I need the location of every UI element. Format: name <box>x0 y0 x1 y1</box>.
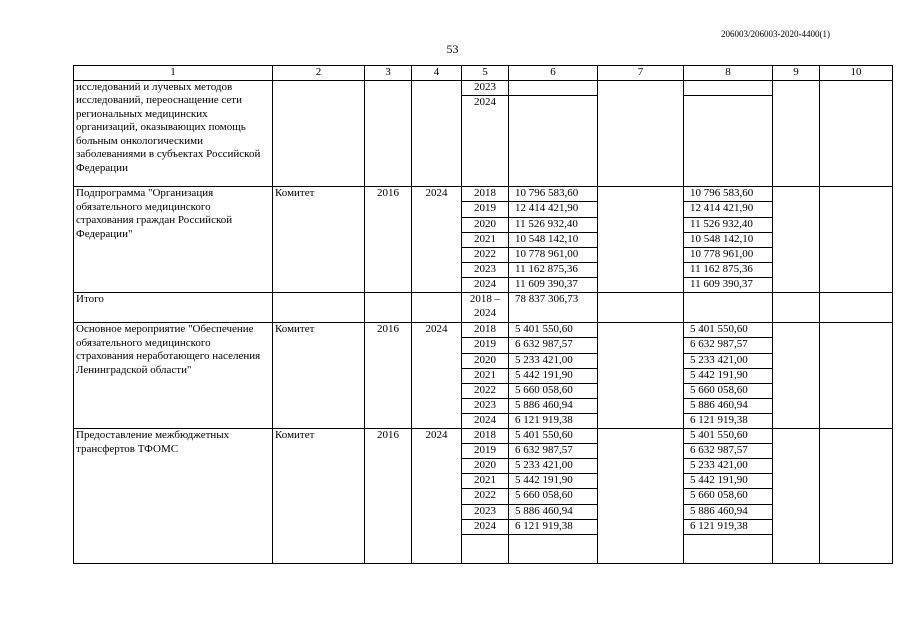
main-activity-name: Основное мероприятие "Обеспечение обязательного медицинского страхования неработающего населения Ленинградской области" <box>74 323 273 429</box>
amount-total: 11 609 390,37 <box>509 277 598 292</box>
activity-name: Предоставление межбюджетных трансфертов ТФОМС <box>74 429 273 564</box>
amount-regional: 6 632 987,57 <box>684 444 773 459</box>
subprogram-name: Подпрограмма "Организация обязательного медицинского страхования граждан Российской Федерации" <box>74 187 273 293</box>
year-cell: 2024 <box>462 277 509 292</box>
year-cell: 2019 <box>462 444 509 459</box>
header-row <box>74 66 893 81</box>
budget-table <box>73 65 893 564</box>
amount-total: 6 121 919,38 <box>509 413 598 428</box>
table-row <box>74 429 893 444</box>
table-row <box>74 80 893 95</box>
amount-total: 11 162 875,36 <box>509 262 598 277</box>
amount-regional: 11 162 875,36 <box>684 262 773 277</box>
amount-total: 5 660 058,60 <box>509 383 598 398</box>
year-cell: 2023 <box>462 398 509 413</box>
end-year: 2024 <box>412 323 462 429</box>
amount-regional: 5 660 058,60 <box>684 383 773 398</box>
end-year: 2024 <box>412 187 462 293</box>
year-cell: 2023 <box>462 80 509 95</box>
amount-regional: 5 660 058,60 <box>684 489 773 504</box>
amount-total: 5 442 191,90 <box>509 368 598 383</box>
year-cell: 2020 <box>462 353 509 368</box>
amount-regional: 6 121 919,38 <box>684 519 773 534</box>
year-cell: 2018 <box>462 187 509 202</box>
year-cell: 2018 <box>462 429 509 444</box>
amount-regional: 10 778 961,00 <box>684 247 773 262</box>
column-header: 9 <box>773 66 820 81</box>
year-cell: 2023 <box>462 262 509 277</box>
amount-regional: 5 233 421,00 <box>684 459 773 474</box>
amount-regional: 5 233 421,00 <box>684 353 773 368</box>
amount-total: 11 526 932,40 <box>509 217 598 232</box>
start-year: 2016 <box>365 429 412 564</box>
column-header: 2 <box>273 66 365 81</box>
amount-regional: 10 796 583,60 <box>684 187 773 202</box>
year-cell: 2020 <box>462 459 509 474</box>
amount-total: 6 121 919,38 <box>509 519 598 534</box>
amount-regional: 6 121 919,38 <box>684 413 773 428</box>
amount-regional: 11 609 390,37 <box>684 277 773 292</box>
column-header: 8 <box>684 66 773 81</box>
column-header: 3 <box>365 66 412 81</box>
year-cell: 2022 <box>462 489 509 504</box>
amount-regional: 5 886 460,94 <box>684 398 773 413</box>
amount-total: 12 414 421,90 <box>509 202 598 217</box>
end-year: 2024 <box>412 429 462 564</box>
start-year: 2016 <box>365 187 412 293</box>
year-cell: 2019 <box>462 338 509 353</box>
amount-total: 10 796 583,60 <box>509 187 598 202</box>
year-cell: 2024 <box>462 413 509 428</box>
year-cell: 2018 <box>462 323 509 338</box>
column-header: 5 <box>462 66 509 81</box>
year-cell: 2024 <box>462 95 509 187</box>
year-cell: 2021 <box>462 474 509 489</box>
amount-total: 6 632 987,57 <box>509 444 598 459</box>
column-header: 6 <box>509 66 598 81</box>
document-id: 206003/206003-2020-4400(1) <box>721 29 830 39</box>
amount-regional: 10 548 142,10 <box>684 232 773 247</box>
amount-regional: 12 414 421,90 <box>684 202 773 217</box>
amount-total: 5 233 421,00 <box>509 353 598 368</box>
amount-regional: 5 442 191,90 <box>684 368 773 383</box>
total-row <box>74 293 893 323</box>
year-cell: 2023 <box>462 504 509 519</box>
executor: Комитет <box>273 187 365 293</box>
executor: Комитет <box>273 323 365 429</box>
year-cell: 2021 <box>462 232 509 247</box>
total-years: 2018 – 2024 <box>462 293 509 323</box>
column-header: 4 <box>412 66 462 81</box>
amount-total: 5 442 191,90 <box>509 474 598 489</box>
amount-total: 5 401 550,60 <box>509 323 598 338</box>
amount-total: 10 778 961,00 <box>509 247 598 262</box>
amount-total: 5 660 058,60 <box>509 489 598 504</box>
amount-total: 6 632 987,57 <box>509 338 598 353</box>
year-cell: 2019 <box>462 202 509 217</box>
amount-total: 10 548 142,10 <box>509 232 598 247</box>
total-label: Итого <box>74 293 273 323</box>
amount-total: 5 401 550,60 <box>509 429 598 444</box>
table-row <box>74 323 893 338</box>
column-header: 7 <box>598 66 684 81</box>
amount-total: 5 233 421,00 <box>509 459 598 474</box>
page-number: 53 <box>446 42 459 56</box>
amount-regional: 5 886 460,94 <box>684 504 773 519</box>
amount-total: 5 886 460,94 <box>509 504 598 519</box>
year-cell: 2024 <box>462 519 509 534</box>
column-header: 10 <box>820 66 893 81</box>
executor: Комитет <box>273 429 365 564</box>
year-cell: 2021 <box>462 368 509 383</box>
start-year: 2016 <box>365 323 412 429</box>
amount-regional: 5 401 550,60 <box>684 323 773 338</box>
amount-regional: 5 401 550,60 <box>684 429 773 444</box>
table-row <box>74 187 893 202</box>
total-amount: 78 837 306,73 <box>509 293 598 323</box>
amount-regional: 5 442 191,90 <box>684 474 773 489</box>
amount-total: 5 886 460,94 <box>509 398 598 413</box>
column-header: 1 <box>74 66 273 81</box>
year-cell: 2022 <box>462 247 509 262</box>
activity-name: исследований и лучевых методов исследований, переоснащение сети региональных медицинских организаций, оказывающих помощь больным онкологическими заболеваниями в субъектах Российской Федерации <box>74 80 273 187</box>
year-cell: 2022 <box>462 383 509 398</box>
amount-regional: 11 526 932,40 <box>684 217 773 232</box>
amount-regional: 6 632 987,57 <box>684 338 773 353</box>
year-cell: 2020 <box>462 217 509 232</box>
